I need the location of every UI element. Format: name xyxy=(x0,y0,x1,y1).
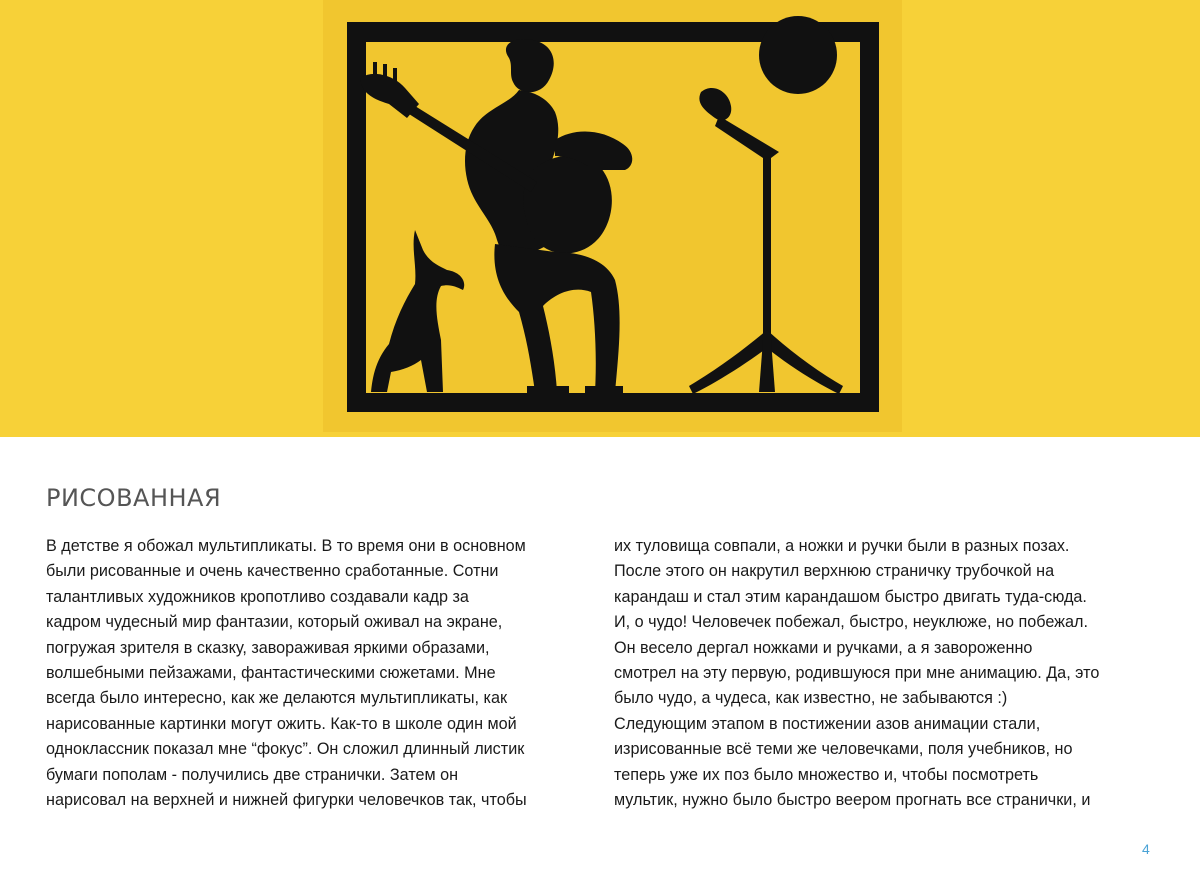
paragraph-line: карандаш и стал этим карандашом быстро двигать туда-сюда. xyxy=(614,587,1087,606)
paragraph-line: нарисованные картинки могут ожить. Как-то в школе один мой xyxy=(46,714,517,733)
page-number: 4 xyxy=(1142,841,1150,857)
illustration-panel xyxy=(323,0,902,432)
page-title: РИСОВАННАЯ xyxy=(46,484,222,512)
mic-stand-pole xyxy=(715,116,779,340)
paragraph-line: мультик, нужно было быстро веером прогнать все странички, и xyxy=(614,791,1091,810)
paragraph-line: изрисованные всё теми же человечками, поля учебников, но xyxy=(614,740,1073,759)
musician-illustration xyxy=(323,0,902,432)
paragraph-line: было чудо, а чудеса, как известно, не забываются :) xyxy=(614,689,1008,708)
body-text-right-column xyxy=(614,534,1159,813)
paragraph-line: погружая зрителя в сказку, завораживая яркими образами, xyxy=(46,638,490,657)
paragraph-line: одноклассник показал мне “фокус”. Он сложил длинный листик xyxy=(46,740,525,759)
paragraph-line: смотрел на эту первую, родившуюся при мне анимацию. Да, это xyxy=(614,664,1100,683)
paragraph-line: Он весело дергал ножками и ручками, а я завороженно xyxy=(614,638,1033,657)
musician-head xyxy=(506,39,554,92)
paragraph-line: Следующим этапом в постижении азов анимации стали, xyxy=(614,714,1041,733)
paragraph-line: теперь уже их поз было множество и, чтобы посмотреть xyxy=(614,765,1039,784)
sun-shape xyxy=(759,16,837,94)
paragraph-line: И, о чудо! Человечек побежал, быстро, неуклюже, но побежал. xyxy=(614,613,1088,632)
guitar-head xyxy=(361,74,419,118)
paragraph-line: были рисованные и очень качественно сработанные. Сотни xyxy=(46,562,499,581)
paragraph-line: В детстве я обожал мультипликаты. В то время они в основном xyxy=(46,537,526,555)
header-banner xyxy=(0,0,1200,437)
musician-legs xyxy=(494,244,619,392)
paragraph-line: кадром чудесный мир фантазии, который оживал на экране, xyxy=(46,613,503,632)
paragraph-line: бумаги пополам - получились две странички. Затем он xyxy=(46,765,459,784)
paragraph-line: нарисовал на верхней и нижней фигурки человечков так, чтобы xyxy=(46,791,527,810)
paragraph-line: всегда было интересно, как же делаются мультипликаты, как xyxy=(46,689,508,708)
microphone-head xyxy=(699,88,731,120)
paragraph-line: После этого он накрутил верхнюю страничку трубочкой на xyxy=(614,562,1055,581)
body-text-left-column xyxy=(46,534,594,813)
paragraph-line: их туловища совпали, а ножки и ручки были в разных позах. xyxy=(614,537,1070,555)
dog-silhouette xyxy=(371,230,464,392)
paragraph-line: талантливых художников кропотливо создавали кадр за xyxy=(46,587,469,606)
paragraph-line: волшебными пейзажами, фантастическими сюжетами. Мне xyxy=(46,664,496,683)
guitar-body xyxy=(523,155,612,253)
